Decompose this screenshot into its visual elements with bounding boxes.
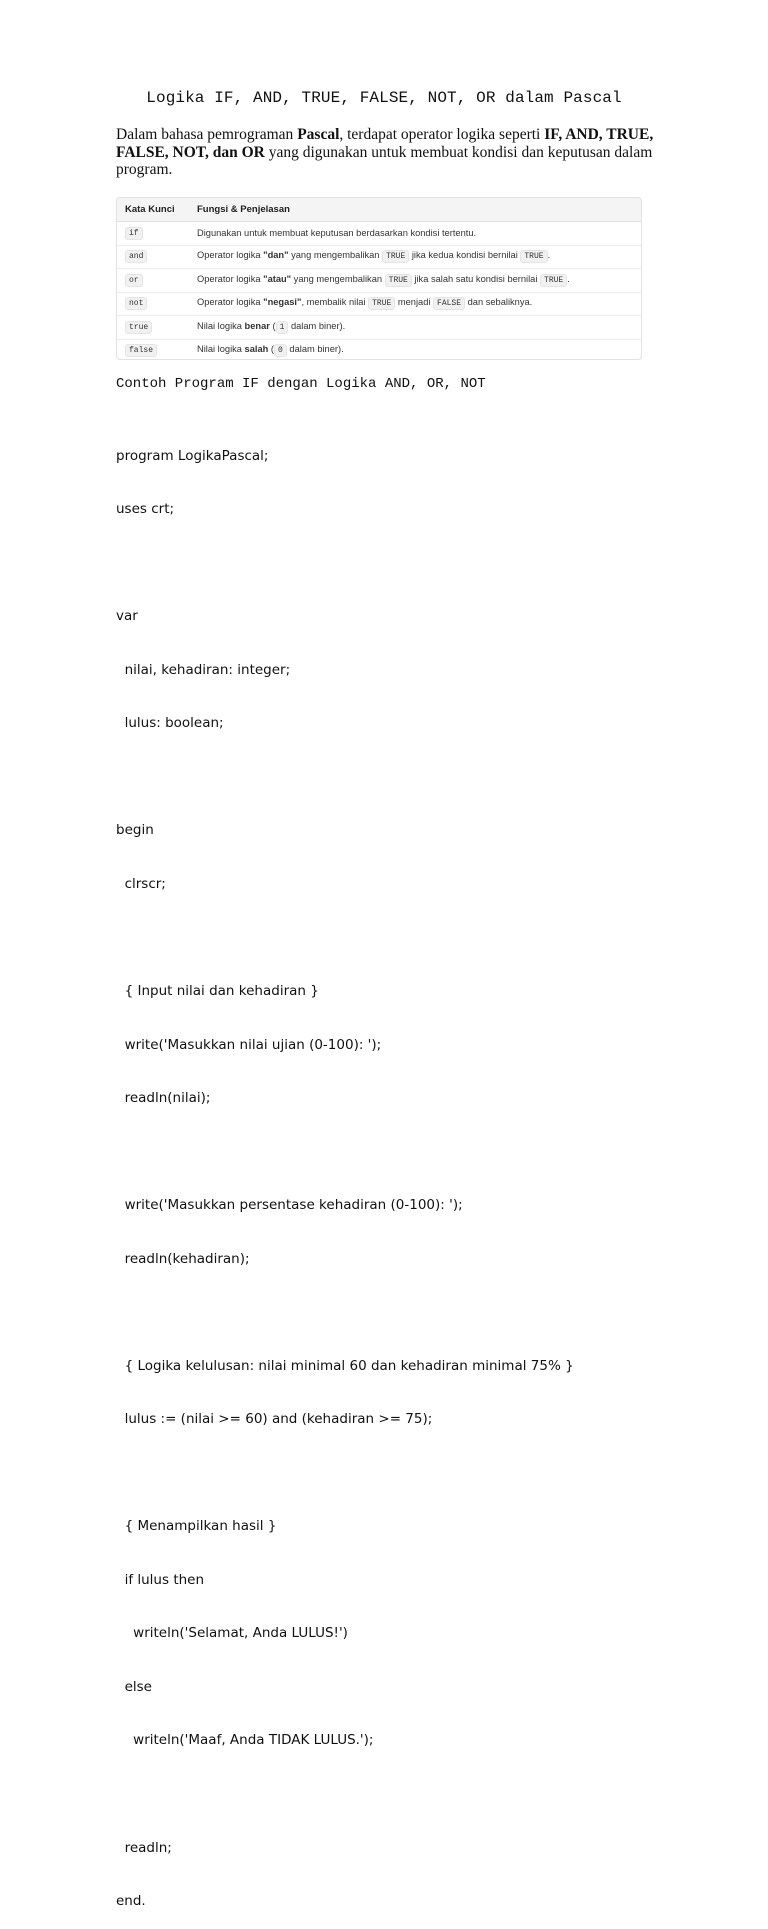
description-cell — [189, 245, 641, 269]
keyword-code: not — [125, 297, 147, 310]
description-text: menjadi — [395, 297, 434, 308]
description-cell — [189, 222, 641, 246]
keyword-code: if — [125, 227, 143, 240]
table-header-row — [117, 198, 641, 222]
keyword-code: false — [125, 344, 157, 357]
intro-text: Dalam bahasa pemrograman — [116, 126, 298, 143]
keyword-cell — [117, 339, 189, 360]
code-line — [116, 1786, 574, 1804]
description-bold: "negasi" — [263, 297, 302, 308]
description-text: Digunakan untuk membuat keputusan berdasarkan kondisi tertentu. — [197, 228, 477, 239]
description-text: . — [547, 250, 551, 261]
description-text: yang mengembalikan — [291, 273, 385, 284]
code-line: write('Masukkan persentase kehadiran (0-100): '); — [116, 1197, 463, 1214]
section-subtitle: Contoh Program IF dengan Logika AND, OR, NOT — [116, 376, 486, 392]
description-text: jika kedua kondisi bernilai — [409, 250, 521, 261]
inline-code: TRUE — [368, 297, 395, 310]
table-row — [117, 222, 641, 246]
description-cell — [189, 316, 641, 340]
description-text: jika salah satu kondisi bernilai — [411, 273, 541, 284]
keyword-cell — [117, 222, 189, 246]
code-line: write('Masukkan nilai ujian (0-100): '); — [116, 1036, 382, 1053]
inline-code: TRUE — [520, 250, 547, 263]
description-text: Operator logika — [197, 250, 264, 261]
keyword-code: true — [125, 321, 152, 334]
code-line: readln; — [116, 1839, 172, 1856]
description-bold: benar — [244, 320, 270, 331]
code-line — [116, 769, 574, 787]
description-cell — [189, 339, 641, 360]
description-text: , membalik nilai — [301, 297, 369, 308]
description-bold: "atau" — [263, 273, 292, 284]
intro-bold-pascal: Pascal — [297, 126, 340, 143]
page-title: Logika IF, AND, TRUE, FALSE, NOT, OR dalam Pascal — [146, 89, 622, 107]
column-header-keyword: Kata Kunci — [117, 198, 189, 222]
keyword-cell — [117, 269, 189, 293]
inline-code: FALSE — [433, 297, 465, 310]
program-code-block — [116, 412, 574, 1929]
description-text: yang mengembalikan — [288, 250, 383, 261]
description-text: Operator logika — [197, 273, 264, 284]
code-line: { Menampilkan hasil } — [116, 1518, 277, 1535]
code-line: writeln('Maaf, Anda TIDAK LULUS.'); — [116, 1732, 374, 1749]
code-line: { Logika kelulusan: nilai minimal 60 dan kehadiran minimal 75% } — [116, 1357, 574, 1374]
code-line: nilai, kehadiran: integer; — [116, 661, 291, 678]
table-row — [117, 269, 641, 293]
code-line: var — [116, 608, 138, 625]
code-line: lulus := (nilai >= 60) and (kehadiran >= 75); — [116, 1411, 433, 1428]
keyword-cell — [117, 245, 189, 269]
description-text: Operator logika — [197, 297, 264, 308]
description-bold: salah — [244, 344, 269, 355]
code-line: lulus: boolean; — [116, 715, 224, 732]
code-line: readln(kehadiran); — [116, 1250, 250, 1267]
description-cell — [189, 269, 641, 293]
inline-code: TRUE — [540, 274, 567, 287]
description-text: Nilai logika — [197, 344, 245, 355]
inline-code: 0 — [274, 344, 287, 357]
code-line: clrscr; — [116, 875, 166, 892]
description-text: . — [567, 273, 570, 284]
code-line: begin — [116, 822, 154, 839]
code-line: program LogikaPascal; — [116, 447, 269, 464]
code-line: if lulus then — [116, 1571, 205, 1588]
keyword-code: and — [125, 250, 147, 263]
code-line — [116, 1304, 574, 1322]
table-row — [117, 292, 641, 316]
table-row — [117, 339, 641, 360]
code-line: writeln('Selamat, Anda LULUS!') — [116, 1625, 348, 1642]
intro-bold-operators: IF, AND, TRUE, FALSE, NOT, dan OR — [116, 126, 654, 161]
description-bold: "dan" — [263, 250, 289, 261]
description-text: Nilai logika — [197, 320, 245, 331]
inline-code: TRUE — [385, 274, 412, 287]
code-line: readln(nilai); — [116, 1090, 211, 1107]
code-line — [116, 555, 574, 573]
code-line — [116, 929, 574, 947]
inline-code: 1 — [276, 321, 289, 334]
description-text: ( — [269, 320, 276, 331]
intro-text: yang digunakan untuk membuat kondisi dan keputusan dalam program. — [116, 143, 653, 178]
code-line: { Input nilai dan kehadiran } — [116, 983, 319, 999]
code-line: else — [116, 1678, 152, 1695]
table-row — [117, 245, 641, 269]
code-line — [116, 1144, 574, 1162]
description-text: dan sebaliknya. — [465, 297, 533, 308]
inline-code: TRUE — [382, 250, 409, 263]
code-line: end. — [116, 1893, 146, 1910]
column-header-function: Fungsi & Penjelasan — [189, 198, 641, 222]
code-line — [116, 1465, 574, 1483]
description-text: ( — [268, 344, 275, 355]
intro-text: , terdapat operator logika seperti — [339, 126, 545, 143]
keyword-cell — [117, 292, 189, 316]
keyword-code: or — [125, 274, 143, 287]
keyword-cell — [117, 316, 189, 340]
intro-paragraph — [116, 126, 661, 179]
description-text: dalam biner). — [286, 344, 344, 355]
keyword-table — [116, 197, 642, 360]
description-text: dalam biner). — [288, 320, 346, 331]
table-row — [117, 316, 641, 340]
code-line: uses crt; — [116, 501, 175, 518]
description-cell — [189, 292, 641, 316]
